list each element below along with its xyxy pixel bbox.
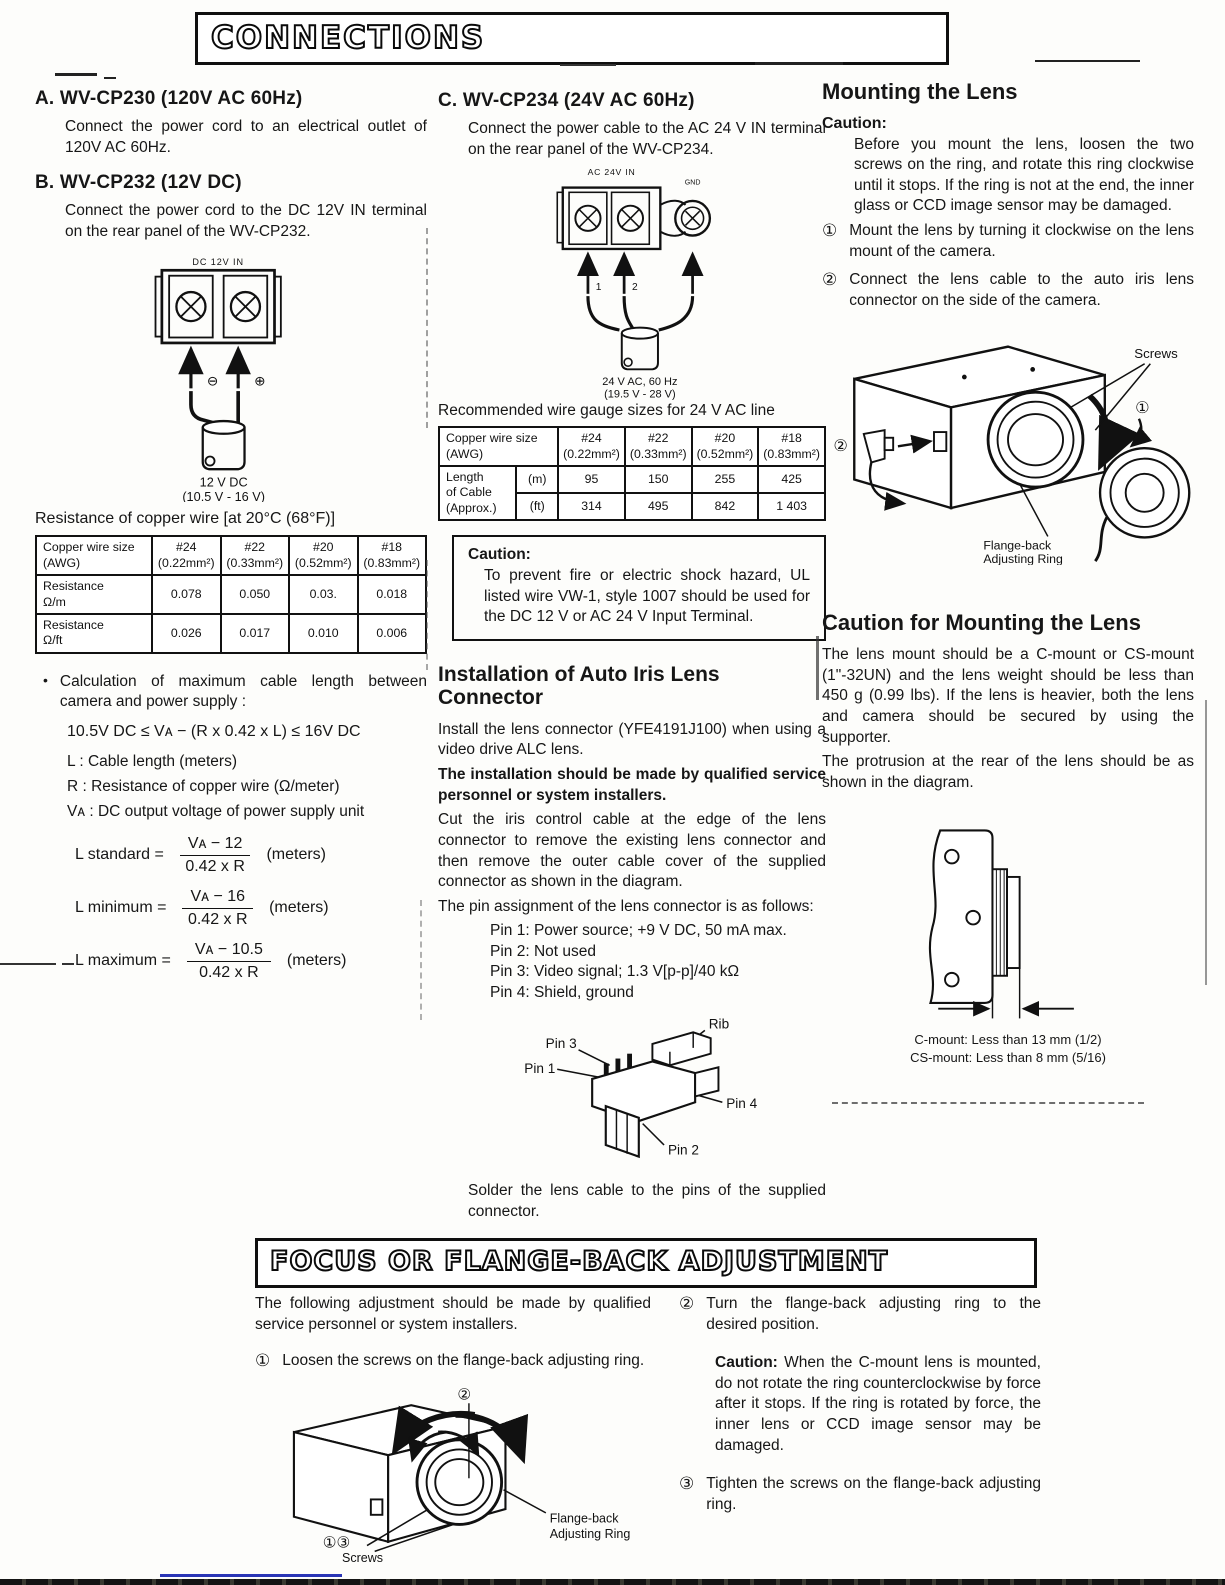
focus-banner-title: FOCUS OR FLANGE-BACK ADJUSTMENT [270, 1246, 889, 1277]
table-cell: Resistance Ω/m [36, 575, 152, 614]
section-b-body: Connect the power cord to the DC 12V IN terminal on the rear panel of the WV-CP232. [65, 202, 427, 240]
fraction: $\frac{\text{Vᴀ − 16}}{\text{0.42 x R}}$ [182, 888, 253, 929]
dc-caption-line2: (10.5 V - 16 V) [182, 489, 265, 503]
install-bold-note: The installation should be made by qualified service personnel or system installers. [438, 766, 826, 804]
pin-line: Pin 3: Video signal; 1.3 V[p-p]/40 kΩ [490, 963, 740, 981]
screws-label: Screws [342, 1550, 383, 1563]
lens-protrusion-diagram [843, 813, 1173, 1031]
scan-mark [1205, 700, 1207, 985]
caution-mounting-heading: Caution for Mounting the Lens [822, 609, 1141, 635]
section-b-heading: B. WV-CP232 (12V DC) [35, 172, 242, 194]
ac-terminal-diagram [506, 164, 758, 400]
step3-number: ③ [679, 1474, 695, 1494]
lens-connector-diagram [462, 1009, 802, 1179]
lens-rear-body [930, 831, 993, 1003]
pin1-label: Pin 1 [524, 1061, 556, 1077]
install-p1: Install the lens connector (YFE4191J100) when using a video drive ALC lens. [438, 720, 826, 759]
pin4-label: Pin 4 [726, 1096, 758, 1112]
scan-mark [1035, 60, 1140, 62]
scan-mark [426, 228, 428, 428]
rib-label: Rib [708, 1016, 730, 1032]
mounting-heading: Mounting the Lens [822, 79, 1018, 104]
right-column [822, 80, 1194, 1066]
focus-step2: Turn the flange-back adjusting ring to the desired position. [706, 1295, 1041, 1333]
lens-cable [1095, 517, 1106, 561]
gauge-table-title: Recommended wire gauge sizes for 24 V AC line [438, 402, 775, 420]
table-cell: #20 (0.52mm²) [692, 427, 759, 466]
connections-banner [195, 12, 949, 65]
middle-column [438, 90, 826, 1232]
blue-scan-line [160, 1574, 342, 1577]
lens-mounting-diagram [822, 320, 1194, 565]
pin-line: Pin 2: Not used [490, 942, 596, 960]
scan-mark [104, 77, 116, 79]
table-cell: Resistance Ω/ft [36, 614, 152, 653]
caution-mounting-p2: The protrusion at the rear of the lens should be as shown in the diagram. [822, 753, 1194, 791]
definition-line: Vᴀ : DC output voltage of power supply unit [67, 802, 365, 820]
step2-number: ② [822, 270, 838, 290]
connector-rib [652, 1032, 710, 1065]
pin-assignment-list [490, 921, 826, 1003]
gauge-table [438, 426, 826, 521]
table-cell: 0.03. [289, 575, 358, 614]
mounting-step1: Mount the lens by turning it clockwise on the lens mount of the camera. [849, 222, 1194, 260]
table-row [439, 466, 825, 493]
table-cell: #20 (0.52mm²) [289, 536, 358, 575]
scan-mark [816, 636, 819, 700]
mount-caption-1: C-mount: Less than 13 mm (1/2) [914, 1032, 1102, 1048]
caution-body: When the C-mount lens is mounted, do not rotate the ring counterclockwise by force after it stops. If the ring is rotated by force, the inner lens or CCD image sensor may be damaged. [715, 1354, 1041, 1454]
dc-terminal-diagram [111, 252, 329, 502]
table-cell: 0.050 [221, 575, 290, 614]
wire-caution-box [452, 535, 826, 641]
section-c-body: Connect the power cable to the AC 24 V IN terminal on the rear panel of the WV-CP234. [468, 120, 826, 158]
install-p2: Cut the iris control cable at the edge of the lens connector to remove the existing lens connector and then remove the outer cable cover of the supplied connector as shown in the diagram. [438, 811, 826, 891]
table-cell: 495 [625, 493, 692, 520]
fraction: $\frac{\text{Vᴀ − 10.5}}{\text{0.42 x R}}$ [187, 941, 271, 982]
variable-definitions [67, 753, 427, 821]
flange-ring-label-1: Flange-back [549, 1511, 619, 1526]
formula-standard: L standard = $\frac{\text{Vᴀ − 12}}{\text{0.42 x R}}$ (meters) [75, 834, 327, 875]
caution-label: Caution: [468, 546, 531, 564]
step2-number: ② [679, 1294, 695, 1313]
mounting-caution-body: Before you mount the lens, loosen the two screws on the ring, and rotate this ring clockwise until it stops. If the ring is not at the end, the inner glass or CCD image sensor may be damaged. [854, 135, 1194, 215]
step1-number: ① [822, 221, 838, 241]
caution-body: To prevent fire or electric shock hazard, UL listed wire VW-1, style 1007 should be used for the DC 12 V or AC 24 V Input Terminal. [484, 567, 810, 626]
table-cell: 255 [692, 466, 759, 493]
table-row [36, 614, 426, 653]
install-p3: The pin assignment of the lens connector is as follows: [438, 897, 814, 915]
scan-mark [62, 963, 74, 965]
table-cell: Length of Cable (Approx.) [439, 466, 516, 520]
terminal-number-1: 1 [595, 282, 602, 294]
table-cell: 0.078 [152, 575, 221, 614]
focus-step3: Tighten the screws on the flange-back adjusting ring. [706, 1475, 1041, 1513]
scan-mark [55, 73, 97, 76]
ac-caption-line1: 24 V AC, 60 Hz [602, 376, 678, 389]
section-a-heading: A. WV-CP230 (120V AC 60Hz) [35, 88, 303, 109]
pin-line: Pin 1: Power source; +9 V DC, 50 mA max. [490, 922, 787, 940]
scan-mark [560, 64, 616, 66]
flange-back-ring [417, 1440, 502, 1525]
table-cell: 150 [625, 466, 692, 493]
table-cell: 0.018 [358, 575, 427, 614]
scan-mark [832, 1102, 1144, 1104]
minus-terminal-symbol: ⊖ [207, 374, 219, 390]
focus-step1: Loosen the screws on the flange-back adjusting ring. [282, 1352, 645, 1370]
iris-connector-port [934, 432, 946, 451]
connections-banner-title: CONNECTIONS [211, 20, 486, 56]
focus-caution [715, 1353, 1041, 1456]
formula-minimum: L minimum = $\frac{\text{Vᴀ − 16}}{\text{0.42 x R}}$ (meters) [75, 887, 329, 928]
section-a-body: Connect the power cord to an electrical outlet of 120V AC 60Hz. [65, 118, 427, 156]
circled-1: ① [1135, 398, 1150, 417]
circled-2: ② [833, 436, 848, 455]
step1-number: ① [255, 1351, 271, 1371]
flange-ring-label-1: Flange-back [983, 538, 1052, 553]
focus-banner [255, 1238, 1037, 1288]
resistance-table-title: Resistance of copper wire [at 20°C (68°F)] [35, 510, 336, 528]
table-cell: #18 (0.83mm²) [358, 536, 427, 575]
formula-maximum: L maximum = $\frac{\text{Vᴀ − 10.5}}{\text{0.42 x R}}$ (meters) [75, 940, 347, 981]
ac-caption-line2: (19.5 V - 28 V) [604, 388, 676, 401]
install-heading: Installation of Auto Iris Lens Connector [438, 662, 720, 710]
bottom-scan-bar [0, 1579, 1225, 1585]
screws-label: Screws [1134, 345, 1178, 361]
mount-caption-2: CS-mount: Less than 8 mm (5/16) [910, 1049, 1106, 1065]
pin2-label: Pin 2 [667, 1142, 699, 1158]
solder-note: Solder the lens cable to the pins of the supplied connector. [468, 1182, 826, 1220]
plus-terminal-symbol: ⊕ [254, 374, 266, 390]
flange-ring-label-2: Adjusting Ring [983, 551, 1063, 565]
dc-caption-line1: 12 V DC [199, 474, 248, 490]
scan-mark [426, 560, 428, 670]
table-cell: (ft) [516, 493, 558, 520]
resistance-table [35, 535, 427, 653]
scan-mark [420, 900, 422, 1020]
flange-adjust-diagram [267, 1382, 642, 1563]
mounting-step2: Connect the lens cable to the auto iris lens connector on the side of the camera. [849, 271, 1194, 309]
table-cell: Copper wire size (AWG) [439, 427, 558, 466]
circled-2: ② [457, 1386, 472, 1404]
table-cell: 425 [758, 466, 825, 493]
focus-left-column [255, 1294, 651, 1563]
protrusion [1007, 877, 1020, 968]
scan-mark [755, 62, 843, 65]
table-cell: 1 403 [758, 493, 825, 520]
table-cell: 842 [692, 493, 759, 520]
table-row [36, 575, 426, 614]
table-cell: #18 (0.83mm²) [758, 427, 825, 466]
table-cell: #24 (0.22mm²) [152, 536, 221, 575]
bullet-icon: • [43, 671, 48, 688]
gnd-label: GND [684, 178, 701, 187]
definition-line: R : Resistance of copper wire (Ω/meter) [67, 777, 340, 795]
caution-mounting-p1: The lens mount should be a C-mount or CS-mount (1"-32UN) and the lens weight should be less than 450 g (0.99 lbs). If the lens is heavier, both the lens and camera should be secured by using the supporter. [822, 646, 1194, 746]
pin3-label: Pin 3 [545, 1036, 577, 1052]
caution-label: Caution: [715, 1354, 778, 1372]
definition-line: L : Cable length (meters) [67, 752, 238, 770]
table-cell: (m) [516, 466, 558, 493]
terminal-number-2: 2 [632, 282, 638, 294]
section-c-heading: C. WV-CP234 (24V AC 60Hz) [438, 90, 695, 111]
table-cell: 95 [558, 466, 625, 493]
table-cell: 0.017 [221, 614, 290, 653]
cable-length-inequality: 10.5V DC ≤ Vᴀ − (R x 0.42 x L) ≤ 16V DC [67, 722, 361, 740]
calc-bullet-text: Calculation of maximum cable length between camera and power supply : [59, 672, 427, 711]
table-cell: #22 (0.33mm²) [625, 427, 692, 466]
lens-mount-ring [988, 392, 1083, 487]
table-cell: 0.026 [152, 614, 221, 653]
pin-line: Pin 4: Shield, ground [490, 983, 634, 1001]
table-cell: #24 (0.22mm²) [558, 427, 625, 466]
table-cell: Copper wire size (AWG) [36, 536, 152, 575]
scan-mark [0, 963, 56, 965]
focus-section [255, 1294, 1041, 1563]
flange-ring-label-2: Adjusting Ring [549, 1526, 631, 1541]
focus-right-column [679, 1294, 1041, 1563]
focus-intro: The following adjustment should be made by qualified service personnel or system installers. [255, 1295, 651, 1333]
mounting-caution-label: Caution: [822, 114, 887, 132]
table-cell: 314 [558, 493, 625, 520]
ac-terminal-label: AC 24V IN [587, 167, 636, 178]
table-cell: 0.010 [289, 614, 358, 653]
table-cell: 0.006 [358, 614, 427, 653]
table-cell: #22 (0.33mm²) [221, 536, 290, 575]
fraction: $\frac{\text{Vᴀ − 12}}{\text{0.42 x R}}$ [180, 835, 251, 876]
dc-terminal-label: DC 12V IN [192, 257, 244, 268]
circled-1-3: ①③ [322, 1534, 351, 1552]
left-column [35, 88, 427, 994]
